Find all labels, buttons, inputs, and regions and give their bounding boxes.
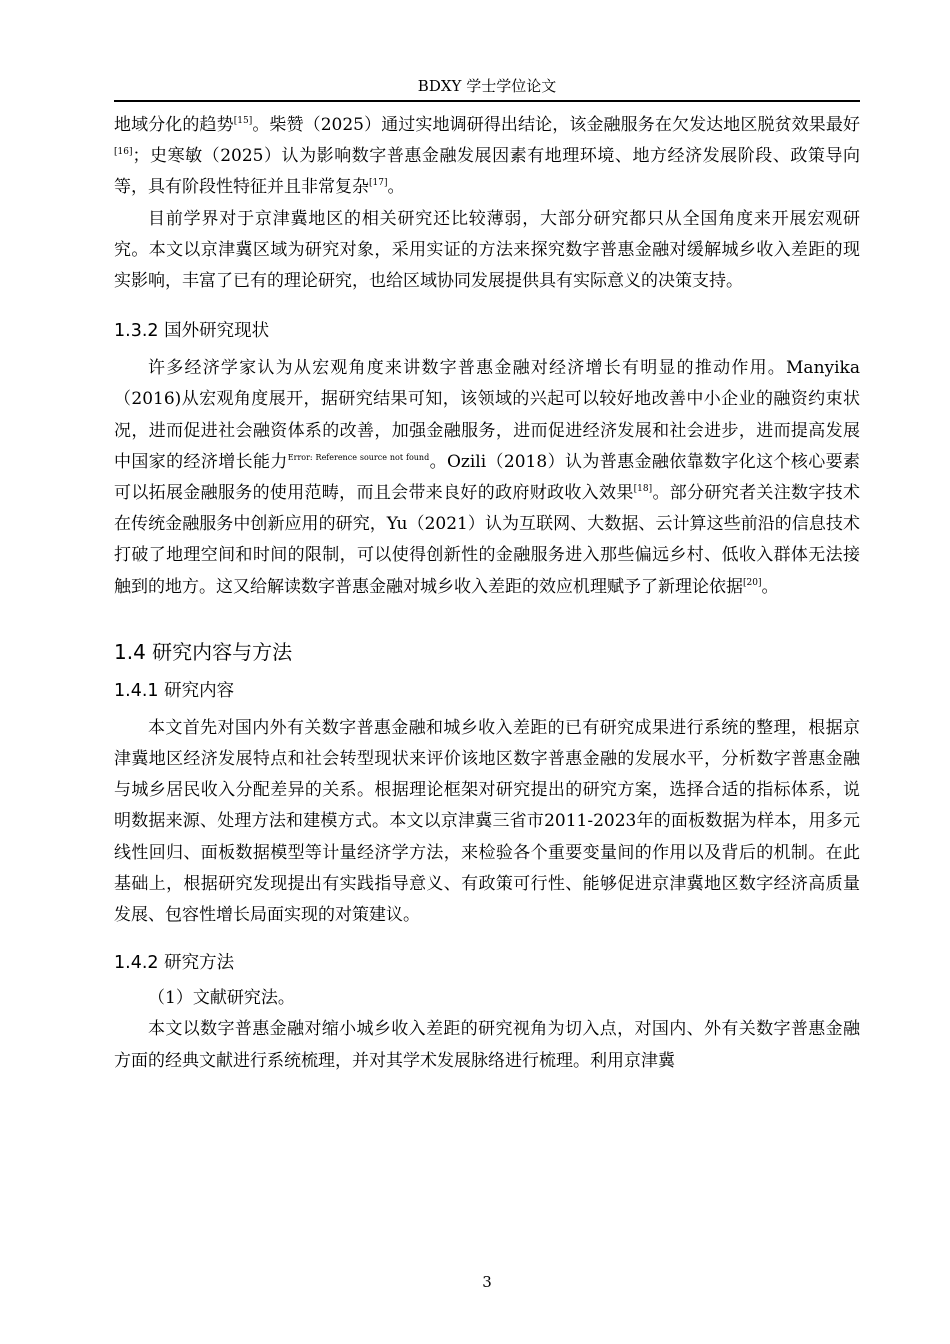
text-run: 。部分研究者关注数字技术在传统金融服务中创新应用的研究，Yu（2021）认为互联网、大数据、云计算这些前沿的信息技术打破了地理空间和时间的限制，可以使得创新性的金融服务进入那些偏远乡村、低收入群体无法接触到的地方。这又给解读数字普惠金融对城乡收入差距的效应机理赋予了新理论依据 xyxy=(114,483,861,597)
paragraph-foreign-research xyxy=(114,353,860,603)
text-run: 地域分化的趋势 xyxy=(114,115,234,135)
paragraph-literature-method: 本文以数字普惠金融对缩小城乡收入差距的研究视角为切入点，对国内、外有关数字普惠金融方面的经典文献进行系统梳理，并对其学术发展脉络进行梳理。利用京津冀 xyxy=(114,1019,860,1071)
heading-1-4-1: 1.4.1 研究内容 xyxy=(114,680,235,701)
citation-20: [20] xyxy=(743,577,762,588)
text-run: 。 xyxy=(761,576,779,597)
heading-1-4-2: 1.4.2 研究方法 xyxy=(114,953,235,974)
citation-16: [16] xyxy=(114,147,133,158)
citation-15: [15] xyxy=(233,116,253,126)
heading-1-3-2: 1.3.2 国外研究现状 xyxy=(114,321,270,342)
text-run: 。柴赞（2025）通过实地调研得出结论，该金融服务在欠发达地区脱贫效果最好 xyxy=(252,115,861,135)
citation-17: [17] xyxy=(369,178,388,189)
paragraph-research-content: 本文首先对国内外有关数字普惠金融和城乡收入差距的已有研究成果进行系统的整理，根据京津冀地区经济发展特点和社会转型现状来评价该地区数字普惠金融的发展水平，分析数字普惠金融与城乡居民收入分配差异的关系。根据理论框架对研究提出的研究方案，选择合适的指标体系，说明数据来源、处理方法和建模方式。本文以京津冀三省市2011-2023年的面板数据为样本，用多元线性回归、面板数据模型等计量经济学方法，来检验各个重要变量间的作用以及背后的机制。在此基础上，根据研究发现提出有实践指导意义、有政策可行性、能够促进京津冀地区数字经济高质量发展、包容性增长局面实现的对策建议。 xyxy=(114,717,860,926)
text-run: ；史寒敏（2025）认为影响数字普惠金融发展因素有地理环境、地方经济发展阶段、政策导向等，具有阶段性特征并且非常复杂 xyxy=(114,146,860,198)
header-rule xyxy=(114,100,860,102)
paragraph-research-gap: 目前学界对于京津冀地区的相关研究还比较薄弱，大部分研究都只从全国角度来开展宏观研究。本文以京津冀区域为研究对象，采用实证的方法来探究数字普惠金融对缓解城乡收入差距的现实影响，丰富了已有的理论研究，也给区域协同发展提供具有实际意义的决策支持。 xyxy=(114,208,860,292)
heading-1-4: 1.4 研究内容与方法 xyxy=(114,639,293,664)
method-item-literature: （1）文献研究法。 xyxy=(148,988,295,1009)
paragraph-domestic-research-end xyxy=(114,110,860,204)
citation-error: Error: Reference source not found xyxy=(287,452,430,462)
citation-18: [18] xyxy=(633,484,653,495)
text-run: 。 xyxy=(387,177,405,198)
text-run: 。Ozili（2018）认为普惠金融依靠数字化这个核心要素可以拓展金融服务的使用范畴，而且会带来良好的政府财政收入效果 xyxy=(114,451,861,504)
page-header: BDXY 学士学位论文 xyxy=(417,77,557,95)
page-body xyxy=(114,110,860,1077)
text-run: 许多经济学家认为从宏观角度来讲数字普惠金融对经济增长有明显的推动作用。Manyika（2016)从宏观角度展开，据研究结果可知，该领域的兴起可以较好地改善中小企业的融资约束状况，进而促进社会融资体系的改善，加强金融服务，进而促进经济发展和社会进步，进而提高发展中国家的经济增长能力 xyxy=(114,358,860,472)
page-number: 3 xyxy=(482,1273,492,1291)
